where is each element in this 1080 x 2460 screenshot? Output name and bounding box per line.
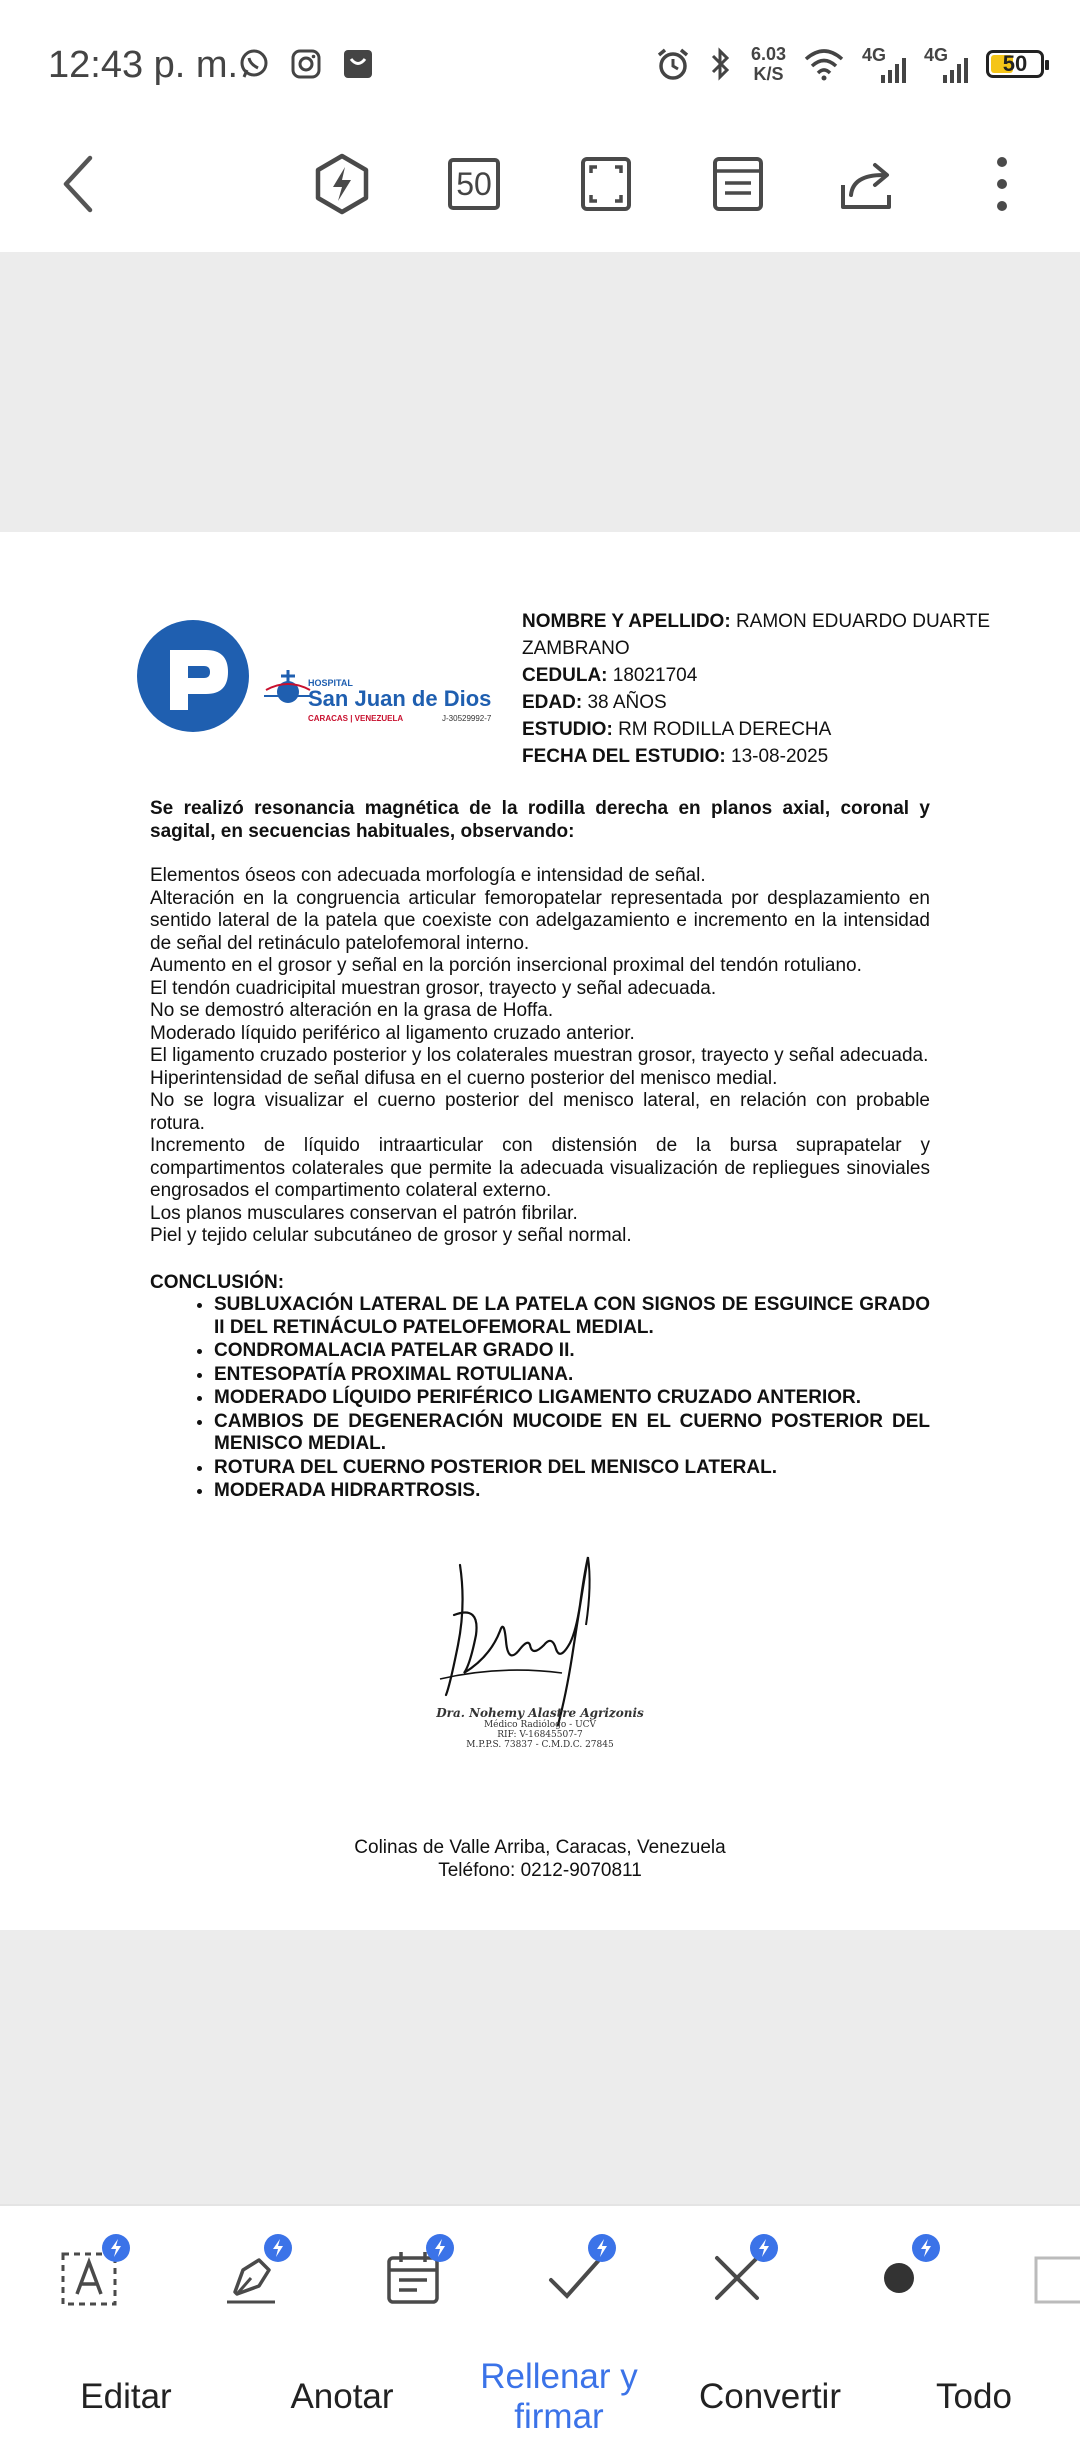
battery-icon <box>986 50 1044 78</box>
conclusion-title: CONCLUSIÓN: <box>150 1271 285 1293</box>
address-line: Colinas de Valle Arriba, Caracas, Venezuela <box>354 1837 726 1858</box>
status-time: 12:43 p. m. <box>48 44 239 86</box>
patient-study-row <box>522 716 1022 743</box>
tab-convert-label: Convertir <box>699 2377 841 2416</box>
partial-tool-icon <box>1030 2248 1080 2308</box>
finding-line: Moderado líquido periférico al ligamento cruzado anterior. <box>150 1022 635 1044</box>
date-tool[interactable] <box>358 2228 468 2328</box>
bottom-tab-bar <box>0 2334 1080 2460</box>
tab-all-label: Todo <box>936 2377 1012 2416</box>
finding-line: Los planos musculares conservan el patrón fibrilar. <box>150 1202 578 1224</box>
patient-id-row <box>522 662 1022 689</box>
premium-badge <box>750 2234 778 2262</box>
battery-level: 50 <box>1002 51 1028 76</box>
signal-1 <box>862 45 906 83</box>
fullscreen-button[interactable] <box>570 148 642 220</box>
tab-all[interactable] <box>868 2334 1080 2460</box>
tab-edit[interactable] <box>0 2334 252 2460</box>
doctor-rif: RIF: V-16845507-7 <box>497 1730 583 1740</box>
doctor-info <box>390 1706 690 1750</box>
signal-icon <box>942 57 968 83</box>
finding-line: Hiperintensidad de señal difusa en el cuerno posterior del menisco medial. <box>150 1067 778 1089</box>
logo-city: CARACAS | VENEZUELA <box>308 714 404 723</box>
patient-age-value: 38 AÑOS <box>587 692 667 713</box>
speed-unit: K/S <box>753 64 784 84</box>
logo-hospital-word: HOSPITAL <box>308 678 353 688</box>
conclusion-item: • ROTURA DEL CUERNO POSTERIOR DEL MENISCO LATERAL. <box>214 1457 930 1480</box>
finding-line: No se logra visualizar el cuerno posterior del menisco lateral, en relación con probable rotura. <box>150 1090 930 1134</box>
conclusion-item: • MODERADA HIDRARTROSIS. <box>214 1480 930 1503</box>
text-box-tool[interactable] <box>34 2228 144 2328</box>
premium-badge <box>264 2234 292 2262</box>
instagram-icon <box>290 48 322 80</box>
status-bar <box>0 0 1080 130</box>
more-options-button[interactable] <box>966 148 1038 220</box>
fullscreen-icon <box>579 155 633 213</box>
whatsapp-icon <box>238 48 270 80</box>
doctor-name: Dra. Nohemy Alastre Agrizonis <box>436 1706 644 1720</box>
logo-rif: J-30529992-7 <box>442 714 492 723</box>
fill-sign-tools <box>0 2204 1080 2336</box>
tab-convert[interactable] <box>680 2334 860 2460</box>
report-findings <box>150 865 930 1248</box>
tab-annotate[interactable] <box>252 2334 432 2460</box>
patient-id-value: 18021704 <box>612 665 698 686</box>
bluetooth-icon <box>709 46 733 82</box>
finding-line: Elementos óseos con adecuada morfología e intensidad de señal. <box>150 865 706 886</box>
back-button[interactable] <box>42 148 114 220</box>
doctor-title: Médico Radiólogo - UCV <box>483 1720 597 1730</box>
finding-line: El ligamento cruzado posterior y los colaterales muestran grosor, trayecto y señal adecuada. <box>150 1045 929 1066</box>
conclusion-item: • CONDROMALACIA PATELAR GRADO II. <box>214 1340 930 1363</box>
zoom-button[interactable] <box>438 148 510 220</box>
premium-badge <box>102 2234 130 2262</box>
finding-line: Alteración en la congruencia articular femoropatelar representada por desplazamiento en sentido lateral de la patela que coexiste con adelgazamiento e incremento en la intensidad de señal del retináculo patelofemoral interno. <box>150 887 930 954</box>
more-options-icon <box>992 154 1012 214</box>
more-tools[interactable] <box>1030 2228 1080 2328</box>
pen-tool[interactable] <box>196 2228 306 2328</box>
wifi-icon <box>804 47 844 81</box>
patient-age-row <box>522 689 1022 716</box>
patient-study-value: RM RODILLA DERECHA <box>618 719 832 740</box>
patient-date-label: FECHA DEL ESTUDIO: <box>522 746 726 767</box>
back-arrow-icon <box>58 154 98 214</box>
patient-name-value: RAMON EDUARDO DUARTE ZAMBRANO <box>522 611 991 659</box>
ai-boost-button[interactable] <box>306 148 378 220</box>
premium-badge <box>912 2234 940 2262</box>
finding-line: El tendón cuadricipital muestran grosor, trayecto y señal adecuada. <box>150 977 717 999</box>
patient-age-label: EDAD: <box>522 692 583 713</box>
report-intro: Se realizó resonancia magnética de la rodilla derecha en planos axial, coronal y sagital, en secuencias habituales, observando: <box>150 798 930 842</box>
share-button[interactable] <box>834 148 906 220</box>
conclusion-item: • MODERADO LÍQUIDO PERIFÉRICO LIGAMENTO CRUZADO ANTERIOR. <box>214 1387 930 1410</box>
patient-info <box>522 608 1022 770</box>
patient-date-value: 13-08-2025 <box>731 746 829 767</box>
reading-mode-button[interactable] <box>702 148 774 220</box>
network-type-2: 4G <box>924 45 949 65</box>
patient-id-label: CEDULA: <box>522 665 608 686</box>
premium-badge <box>588 2234 616 2262</box>
patient-name-label: NOMBRE Y APELLIDO: <box>522 611 731 632</box>
logo-hospital-name: San Juan de Dios <box>308 686 492 711</box>
share-icon <box>839 155 901 213</box>
check-tool[interactable] <box>520 2228 630 2328</box>
hospital-address <box>240 1836 840 1882</box>
top-toolbar <box>0 130 1080 254</box>
tab-fill-sign[interactable] <box>456 2334 662 2460</box>
phone-line: Teléfono: 0212-9070811 <box>438 1860 642 1881</box>
conclusion-item: • SUBLUXACIÓN LATERAL DE LA PATELA CON SIGNOS DE ESGUINCE GRADO II DEL RETINÁCULO PATELOFEMORAL MEDIAL. <box>214 1294 930 1339</box>
signal-icon <box>880 57 906 83</box>
speed-value: 6.03 <box>750 44 786 64</box>
network-speed <box>751 44 786 84</box>
ai-boost-icon <box>311 153 373 215</box>
conclusion-item: • ENTESOPATÍA PROXIMAL ROTULIANA. <box>214 1364 930 1387</box>
zoom-value: 50 <box>448 158 500 210</box>
cross-tool[interactable] <box>682 2228 792 2328</box>
reading-mode-icon <box>711 155 765 213</box>
alarm-icon <box>655 46 691 82</box>
signal-2 <box>924 45 968 83</box>
conclusion-item: • CAMBIOS DE DEGENERACIÓN MUCOIDE EN EL CUERNO POSTERIOR DEL MENISCO MEDIAL. <box>214 1411 930 1456</box>
finding-line: No se demostró alteración en la grasa de Hoffa. <box>150 1000 554 1021</box>
premium-badge <box>426 2234 454 2262</box>
network-type-1: 4G <box>862 45 887 65</box>
conclusion-list <box>150 1294 930 1503</box>
tab-annotate-label: Anotar <box>290 2377 394 2416</box>
hospital-logo <box>136 614 506 743</box>
dot-tool[interactable] <box>844 2228 954 2328</box>
patient-study-label: ESTUDIO: <box>522 719 613 740</box>
report-body <box>150 798 930 1504</box>
doctor-registry: M.P.P.S. 73837 - C.M.D.C. 27845 <box>466 1740 614 1750</box>
patient-date-row <box>522 743 1022 770</box>
finding-line: Aumento en el grosor y señal en la porción insercional proximal del tendón rotuliano. <box>150 955 862 976</box>
shopping-bag-icon <box>342 48 374 80</box>
finding-line: Incremento de líquido intraarticular con distensión de la bursa suprapatelar y compartimentos colaterales que permite la adecuada visualización de repliegues sinoviales engrosados el compartimento colateral externo. <box>150 1135 930 1201</box>
patient-name-row <box>522 608 1022 662</box>
tab-fill-sign-label: Rellenar y firmar <box>480 2357 638 2436</box>
finding-line: Piel y tejido celular subcutáneo de grosor y señal normal. <box>150 1225 632 1246</box>
tab-edit-label: Editar <box>80 2377 172 2416</box>
